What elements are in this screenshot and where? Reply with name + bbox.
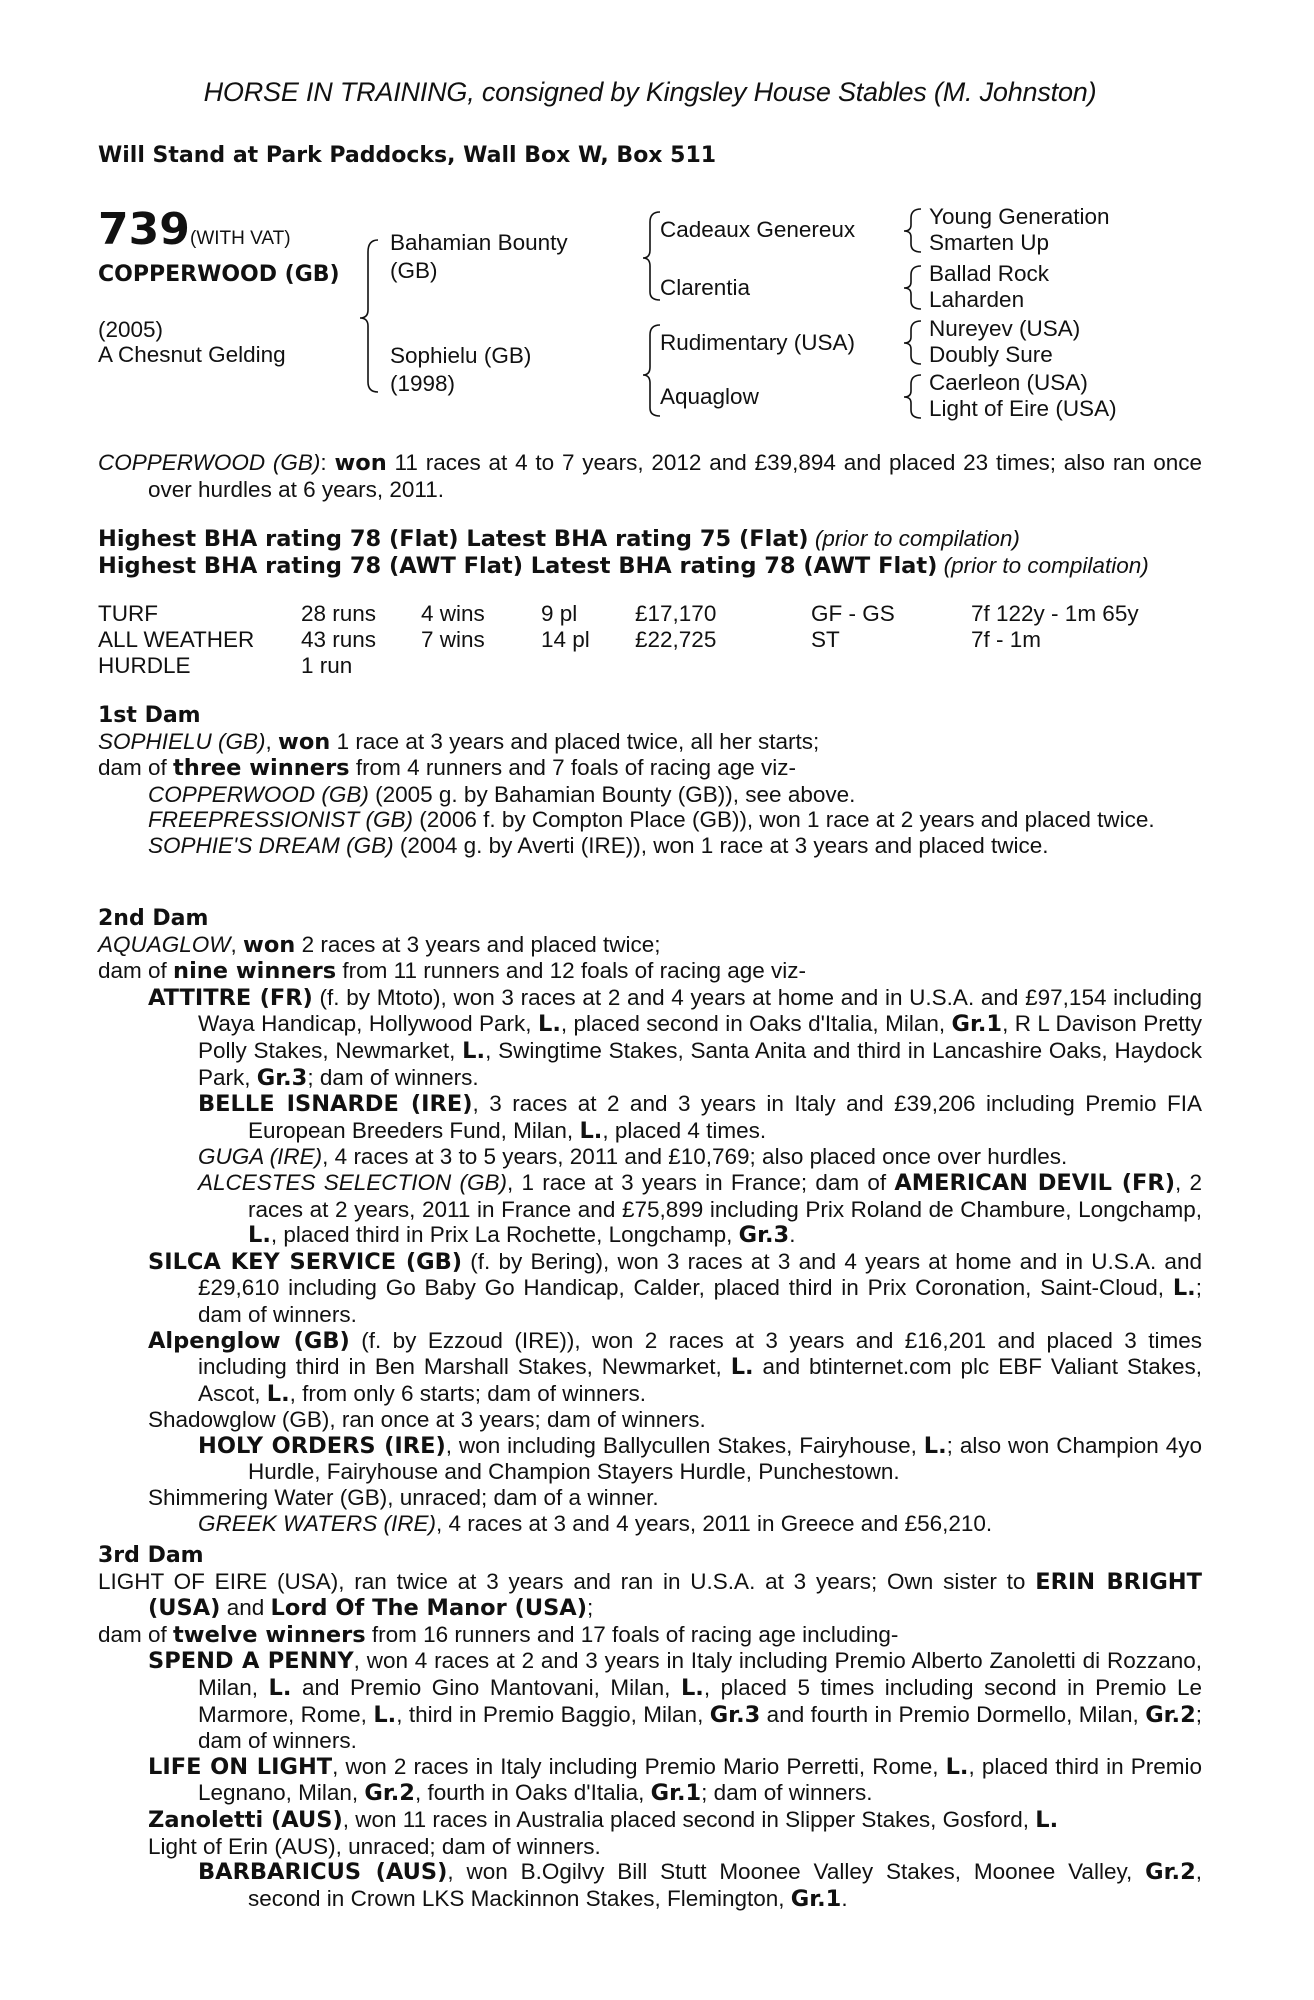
produce-entry: GREEK WATERS (IRE), 4 races at 3 and 4 years, 2011 in Greece and £56,210.	[198, 1510, 993, 1536]
ggp-1: Young Generation	[929, 204, 1110, 229]
first-dam-line: SOPHIELU (GB), won 1 race at 3 years and placed twice, all her starts;	[98, 728, 820, 755]
record-prize: £22,725	[635, 627, 717, 652]
ratings-line-flat: Highest BHA rating 78 (Flat) Latest BHA rating 75 (Flat) (prior to compilation)	[98, 526, 1020, 552]
record-surface: HURDLE	[98, 653, 191, 678]
produce-entry: BARBARICUS (AUS), won B.Ogilvy Bill Stutt Moonee Valley Stakes, Moonee Valley, Gr.2, second in Crown LKS Mackinnon Stakes, Flemington, Gr.1.	[198, 1859, 1202, 1912]
record-placed: 9 pl	[541, 601, 578, 626]
record-runs: 1 run	[301, 653, 353, 678]
record-going: GF - GS	[811, 601, 895, 626]
produce-entry: BELLE ISNARDE (IRE), 3 races at 2 and 3 years in Italy and £39,206 including Premio FIA European Breeders Fund, Milan, L., placed 4 times.	[198, 1091, 1202, 1144]
produce-entry: FREEPRESSIONIST (GB) (2006 f. by Compton Place (GB)), won 1 race at 2 years and placed twice.	[148, 807, 1155, 833]
horse-name: COPPERWOOD (GB)	[98, 262, 340, 287]
sire-sire: Cadeaux Genereux	[660, 217, 856, 242]
third-dam-heading: 3rd Dam	[98, 1543, 204, 1568]
first-dam-produce-line: dam of three winners from 4 runners and 7 foals of racing age viz-	[98, 755, 797, 782]
record-going: ST	[811, 627, 840, 652]
record-prize: £17,170	[635, 601, 717, 626]
page-header: HORSE IN TRAINING, consigned by Kingsley House Stables (M. Johnston)	[203, 77, 1097, 107]
produce-entry: Shadowglow (GB), ran once at 3 years; dam of winners.	[148, 1407, 706, 1433]
horse-year: (2005)	[98, 317, 164, 342]
produce-entry: COPPERWOOD (GB) (2005 g. by Bahamian Bounty (GB)), see above.	[148, 781, 856, 807]
ggp-3: Ballad Rock	[929, 261, 1050, 286]
record-distance: 7f - 1m	[971, 627, 1042, 652]
record-runs: 28 runs	[301, 601, 377, 626]
sire-country: (GB)	[390, 258, 438, 283]
second-dam-produce-line: dam of nine winners from 11 runners and 12 foals of racing age viz-	[98, 958, 807, 985]
produce-entry: GUGA (IRE), 4 races at 3 to 5 years, 2011 and £10,769; also placed once over hurdles.	[198, 1144, 1068, 1170]
produce-entry: Shimmering Water (GB), unraced; dam of a winner.	[148, 1485, 659, 1511]
produce-entry: Light of Erin (AUS), unraced; dam of winners.	[148, 1833, 601, 1859]
second-dam-line: AQUAGLOW, won 2 races at 3 years and placed twice;	[98, 931, 661, 958]
first-dam-heading: 1st Dam	[98, 703, 201, 728]
ggp-2: Smarten Up	[929, 230, 1050, 255]
horse-description: A Chesnut Gelding	[98, 342, 286, 367]
summary-paragraph: COPPERWOOD (GB): won 11 races at 4 to 7 years, 2012 and £39,894 and placed 23 times; also ran once over hurdles at 6 years, 2011.	[98, 450, 1202, 502]
third-dam-section	[98, 1543, 1202, 1912]
produce-entry: ALCESTES SELECTION (GB), 1 race at 3 years in France; dam of AMERICAN DEVIL (FR), 2 races at 2 years, 2011 in France and £75,899 including Prix Roland de Chambure, Longchamp, L., placed third in Prix La Rochette, Longchamp, Gr.3.	[198, 1169, 1202, 1249]
ggp-5: Nureyev (USA)	[929, 316, 1081, 341]
produce-entry: Zanoletti (AUS), won 11 races in Australia placed second in Slipper Stakes, Gosford, L.	[148, 1806, 1059, 1833]
vat-note: (WITH VAT)	[190, 228, 291, 249]
third-dam-line: LIGHT OF EIRE (USA), ran twice at 3 years and ran in U.S.A. at 3 years; Own sister to ERIN BRIGHT (USA) and Lord Of The Manor (USA);	[98, 1568, 1202, 1622]
dam-sire: Rudimentary (USA)	[660, 330, 856, 355]
location-line: Will Stand at Park Paddocks, Wall Box W, Box 511	[98, 143, 717, 168]
ggp-4: Laharden	[929, 287, 1025, 312]
first-dam-section	[98, 703, 1202, 859]
produce-entry: SILCA KEY SERVICE (GB) (f. by Bering), won 3 races at 3 and 4 years at home and in U.S.A. and £29,610 including Go Baby Go Handicap, Calder, placed third in Prix Coronation, Saint-Cloud, L.; dam of winners.	[148, 1248, 1202, 1327]
ggp-7: Caerleon (USA)	[929, 370, 1088, 395]
won-label: won	[334, 450, 387, 476]
third-dam-produce-line: dam of twelve winners from 16 runners and 17 foals of racing age including-	[98, 1621, 899, 1648]
ratings-block	[98, 526, 1202, 579]
summary-horse-name: COPPERWOOD (GB)	[98, 450, 321, 475]
produce-entry: Alpenglow (GB) (f. by Ezzoud (IRE)), won 2 races at 3 years and £16,201 and placed 3 times including third in Ben Marshall Stakes, Newmarket, L. and btinternet.com plc EBF Valiant Stakes, Ascot, L., from only 6 starts; dam of winners.	[148, 1327, 1202, 1407]
record-surface: TURF	[98, 601, 158, 626]
record-surface: ALL WEATHER	[98, 627, 255, 652]
produce-entry: SPEND A PENNY, won 4 races at 2 and 3 years in Italy including Premio Alberto Zanoletti di Rozzano, Milan, L. and Premio Gino Mantovani, Milan, L., placed 5 times including second in Premio Le Marmore, Rome, L., third in Premio Baggio, Milan, Gr.3 and fourth in Premio Dormello, Milan, Gr.2; dam of winners.	[148, 1648, 1203, 1754]
catalogue-page	[98, 0, 1202, 2000]
record-wins: 4 wins	[421, 601, 485, 626]
second-dam-section	[98, 906, 1202, 1536]
lot-number: 739	[98, 204, 190, 255]
dam-name: Sophielu (GB)	[390, 343, 532, 368]
produce-entry: LIFE ON LIGHT, won 2 races in Italy including Premio Mario Perretti, Rome, L., placed third in Premio Legnano, Milan, Gr.2, fourth in Oaks d'Italia, Gr.1; dam of winners.	[148, 1753, 1203, 1807]
record-placed: 14 pl	[541, 627, 590, 652]
ratings-line-awt: Highest BHA rating 78 (AWT Flat) Latest BHA rating 78 (AWT Flat) (prior to compilation)	[98, 552, 1149, 579]
produce-entry: HOLY ORDERS (IRE), won including Ballycullen Stakes, Fairyhouse, L.; also won Champion 4yo Hurdle, Fairyhouse and Champion Stayers Hurdle, Punchestown.	[198, 1432, 1202, 1485]
second-dam-heading: 2nd Dam	[98, 906, 209, 931]
record-distance: 7f 122y - 1m 65y	[971, 601, 1139, 626]
dam-dam: Aquaglow	[660, 384, 759, 409]
record-wins: 7 wins	[421, 627, 485, 652]
sire-name: Bahamian Bounty	[390, 230, 568, 255]
record-runs: 43 runs	[301, 627, 377, 652]
produce-entry: SOPHIE'S DREAM (GB) (2004 g. by Averti (IRE)), won 1 race at 3 years and placed twice.	[148, 832, 1049, 858]
race-summary	[98, 450, 1202, 502]
ggp-8: Light of Eire (USA)	[929, 396, 1117, 421]
ggp-6: Doubly Sure	[929, 342, 1053, 367]
sire-dam: Clarentia	[660, 275, 751, 300]
dam-year: (1998)	[390, 371, 456, 396]
produce-entry: ATTITRE (FR) (f. by Mtoto), won 3 races at 2 and 4 years at home and in U.S.A. and £97,154 including Waya Handicap, Hollywood Park, L., placed second in Oaks d'Italia, Milan, Gr.1, R L Davison Pretty Polly Stakes, Newmarket, L., Swingtime Stakes, Santa Anita and third in Lancashire Oaks, Haydock Park, Gr.3; dam of winners.	[148, 984, 1202, 1091]
